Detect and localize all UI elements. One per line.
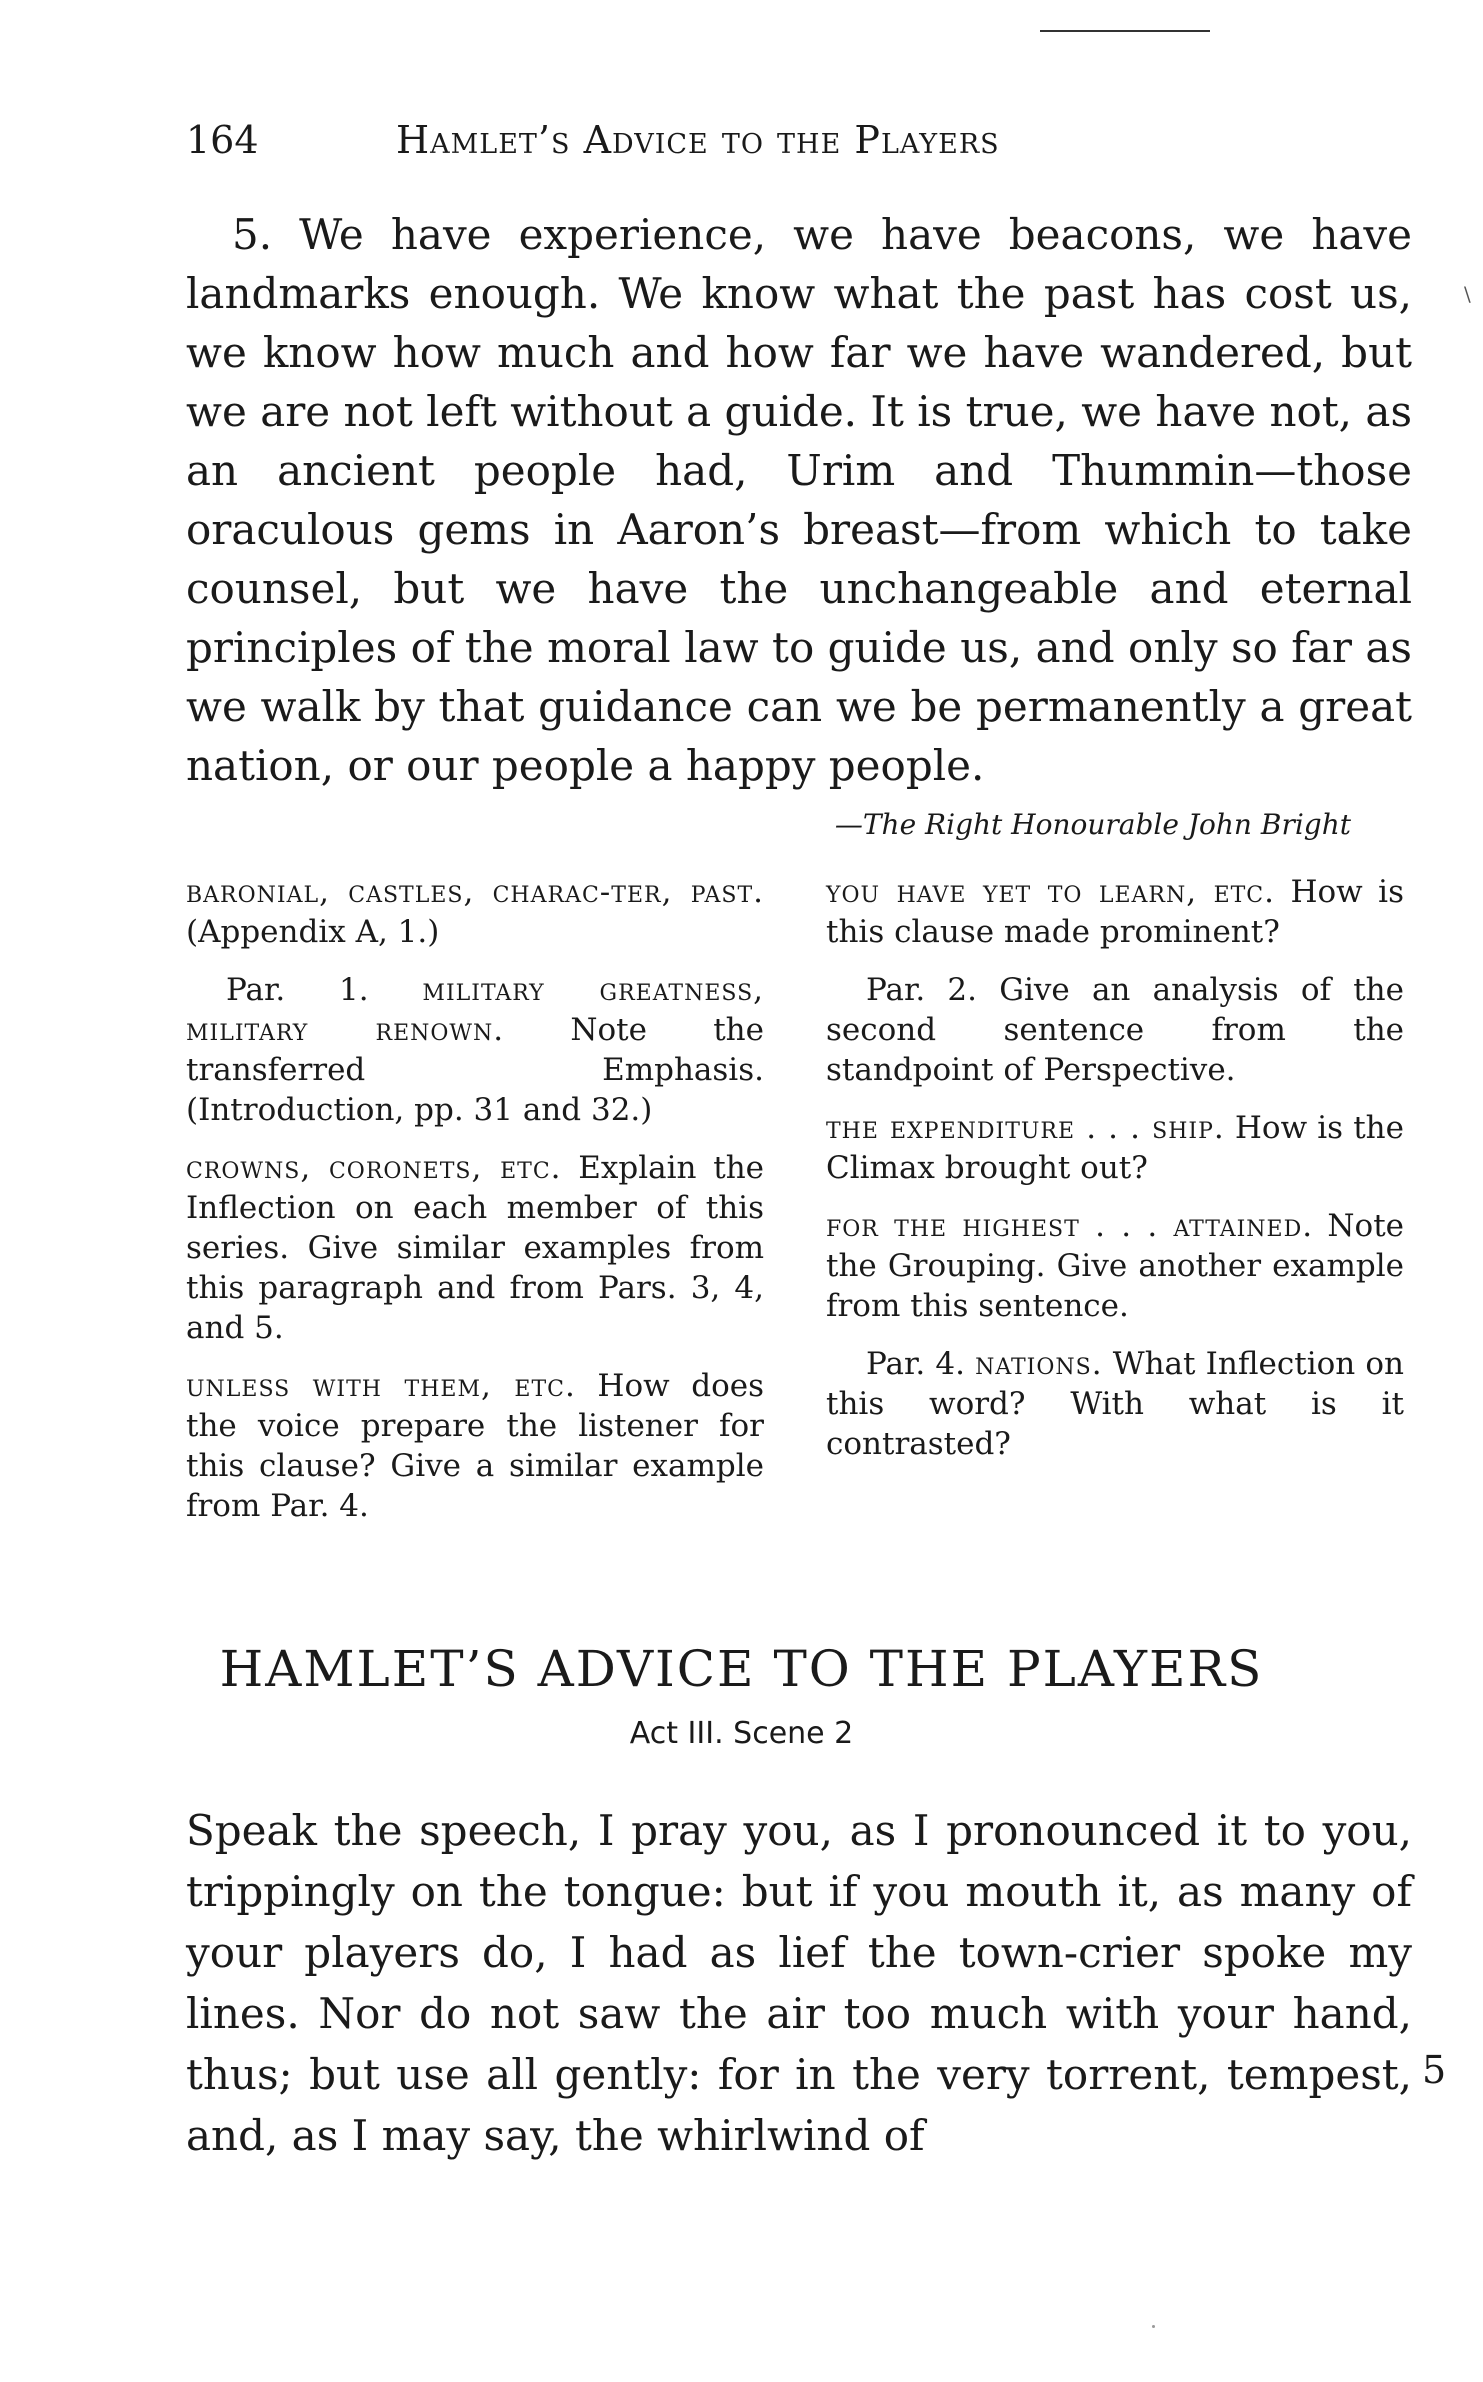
note-item [186, 970, 764, 1130]
note-text: Note the transferred Emphasis. (Introduction, pp. 31 and 32.) [186, 1012, 764, 1128]
note-text: How is this clause made prominent? [826, 874, 1404, 950]
running-title: Hamlet’s Advice to the Players [396, 118, 1000, 162]
note-item [826, 1344, 1404, 1464]
line-number: 5 [1422, 2048, 1447, 2092]
speech-paragraph: Speak the speech, I pray you, as I pronounced it to you, trippingly on the tongue: but if you mouth it, as many of your players do, I had as lief the town-crier spoke my lines. Nor do not saw the air too much with your hand, thus; but use all gently: for in the very torrent, tempest, and, as I may say, the whirlwind of [186, 1806, 1412, 2160]
page-number: 164 [186, 118, 259, 162]
notes-left-column [186, 872, 764, 1544]
note-key-sc: military greatness, military renown. [186, 972, 764, 1048]
note-key: for the highest . . . attained. [826, 1208, 1314, 1244]
page-speck [1152, 2325, 1155, 2328]
note-text: How is the Climax brought out? [826, 1110, 1404, 1186]
note-text: (Appendix A, 1.) [186, 914, 440, 950]
notes-right-column [826, 872, 1404, 1482]
note-key: unless with them, etc. [186, 1368, 576, 1404]
note-text: Par. 2. Give an analysis of the second sentence from the standpoint of Perspective. [826, 972, 1404, 1088]
note-item [826, 970, 1404, 1090]
note-key: crowns, coronets, etc. [186, 1150, 562, 1186]
note-key: baronial, castles, charac-ter, past. [186, 874, 764, 910]
section-title: HAMLET’S ADVICE TO THE PLAYERS [219, 1640, 1264, 1698]
note-item [186, 1366, 764, 1526]
note-key-sc: nations. [975, 1346, 1103, 1382]
margin-mark: \ [1464, 282, 1471, 306]
note-item [186, 872, 764, 952]
scene-label: Act III. Scene 2 [629, 1716, 854, 1751]
note-item [826, 1206, 1404, 1326]
passage-paragraph: 5. We have experience, we have beacons, we have landmarks enough. We know what the past has cost us, we know how much and how far we have wandered, but we are not left without a guide. It is true, we have not, as an ancient people had, Urim and Thummin—those oraculous gems in Aaron’s breast—from which to take counsel, but we have the unchangeable and eternal principles of the moral law to guide us, and only so far as we walk by that guidance can we be permanently a great nation, or our people a happy people. [186, 210, 1412, 790]
top-rule [1040, 30, 1210, 32]
note-key: you have yet to learn, etc. [826, 874, 1275, 910]
note-text: Note the Grouping. Give another example from this sentence. [826, 1208, 1405, 1324]
note-key: Par. 1. [226, 972, 423, 1008]
note-key: Par. 4. [866, 1346, 976, 1382]
page-header [186, 118, 1186, 168]
note-item [826, 872, 1404, 952]
note-text: Explain the Inflection on each member of this series. Give similar examples from this paragraph and from Pars. 3, 4, and 5. [186, 1150, 764, 1346]
note-item [186, 1148, 764, 1348]
note-text: What Inflection on this word? With what is it contrasted? [826, 1346, 1405, 1462]
note-text: How does the voice prepare the listener for this clause? Give a similar example from Par. 4. [186, 1368, 764, 1524]
note-key: the expenditure . . . ship. [826, 1110, 1225, 1146]
passage-attribution: —The Right Honourable John Bright [834, 808, 1351, 841]
note-item [826, 1108, 1404, 1188]
